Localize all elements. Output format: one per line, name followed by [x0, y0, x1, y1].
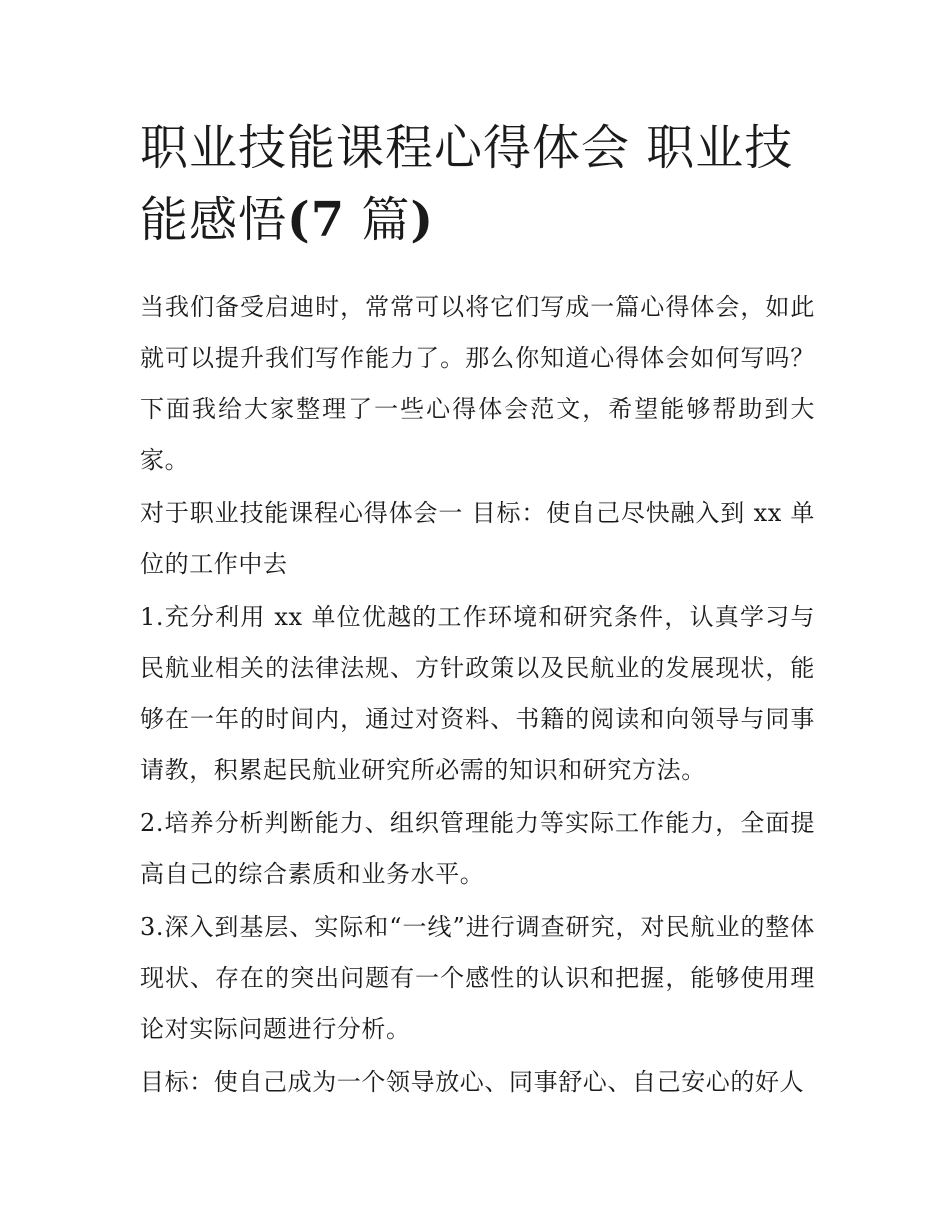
- goal-paragraph: 目标：使自己成为一个领导放心、同事舒心、自己安心的好人: [140, 1068, 805, 1096]
- list-item-3-paragraph: 3.深入到基层、实际和“一线”进行调查研究，对民航业的整体现状、存在的突出问题有一个感性的认识和把握，能够使用理论对实际问题进行分析。: [140, 913, 815, 1043]
- list-item-2-paragraph: 2.培养分析判断能力、组织管理能力等实际工作能力，全面提高自己的综合素质和业务水平。: [140, 809, 815, 888]
- list-item-1-paragraph: 1.充分利用 xx 单位优越的工作环境和研究条件，认真学习与民航业相关的法律法规、方针政策以及民航业的发展现状，能够在一年的时间内，通过对资料、书籍的阅读和向领导与同事请教，积累起民航业研究所必需的知识和研究方法。: [140, 603, 815, 784]
- document-content: [140, 112, 815, 1110]
- document-body: [140, 282, 815, 1108]
- section-heading-paragraph: 对于职业技能课程心得体会一 目标：使自己尽快融入到 xx 单位的工作中去: [140, 499, 815, 578]
- title-count-open: (7: [287, 192, 346, 248]
- document-title: [140, 112, 815, 256]
- title-count-close: ): [410, 192, 435, 248]
- intro-paragraph: 当我们备受启迪时，常常可以将它们写成一篇心得体会，如此就可以提升我们写作能力了。那么你知道心得体会如何写吗？下面我给大家整理了一些心得体会范文，希望能够帮助到大家。: [140, 293, 815, 474]
- title-count-unit: 篇: [345, 192, 411, 248]
- title-text: 职业技能课程心得体会 职业技能感悟: [140, 120, 794, 248]
